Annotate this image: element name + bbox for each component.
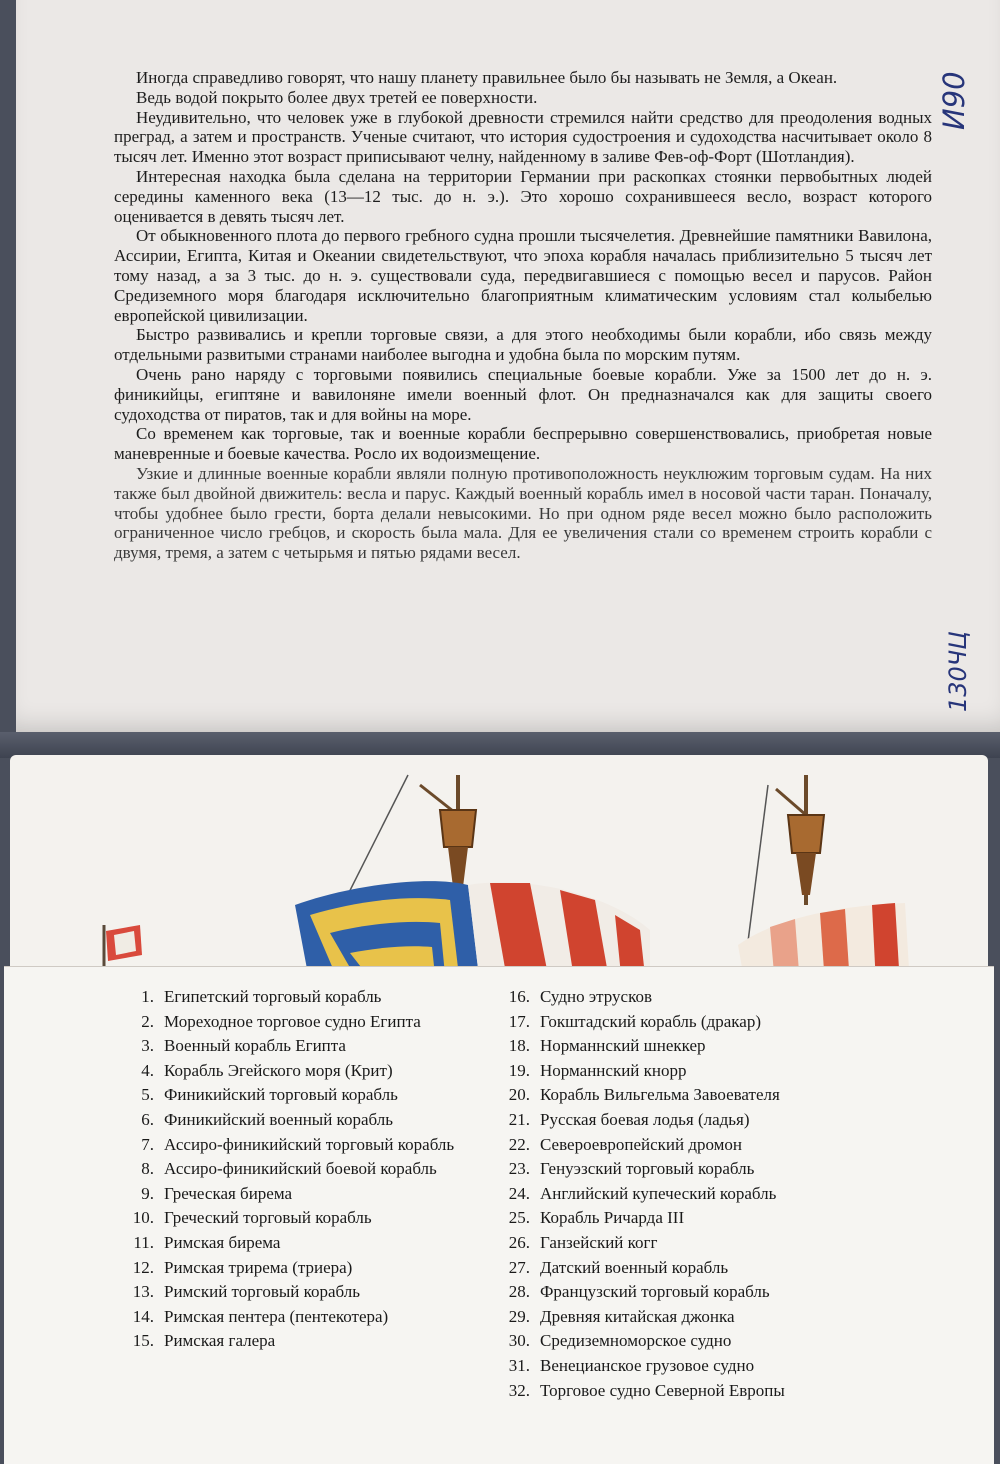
ship-list-item [502,1354,882,1379]
ship-list-item [126,1206,486,1231]
ship-list-name: Древняя китайская джонка [540,1306,735,1326]
ship-list-name: Торговое судно Северной Европы [540,1380,785,1400]
ship-list-name: Корабль Эгейского моря (Крит) [164,1060,393,1080]
ship-list-number: 13. [132,1282,154,1302]
ship-list-name: Греческий торговый корабль [164,1208,372,1228]
ship-list-item [126,1305,486,1330]
ship-list-number: 26. [508,1232,530,1252]
intro-paragraph: Очень рано наряду с торговыми появились специальные боевые корабли. Уже за 1500 лет до н. э. финикийцы, египтяне и вавилоняне имели военный флот. Он предназначался как для защиты своего судоходства от пиратов, так и для войны на море. [114,364,932,424]
intro-paragraph: Со временем как торговые, так и военные корабли беспрерывно совершенствовались, приобретая новые маневренные и боевые качества. Росло их водоизмещение. [114,424,932,464]
ship-list-item [126,1083,486,1108]
ship-list-item [126,1182,486,1207]
ship-list-item [502,1010,882,1035]
ship-list-item [126,1231,486,1256]
ship-list-name: Военный корабль Египта [164,1036,346,1056]
ship-list-number: 31. [508,1355,530,1375]
ship-list-number: 14. [132,1306,154,1326]
ship-list-name: Мореходное торговое судно Египта [164,1011,421,1031]
ship-list-item [502,1305,882,1330]
ship-list-name: Финикийский торговый корабль [164,1085,398,1105]
ship-list-number: 7. [141,1134,154,1154]
ship-list-name: Генуэзский торговый корабль [540,1159,755,1179]
ship-list-item [502,1059,882,1084]
intro-paragraph: Ведь водой покрыто более двух третей ее поверхности. [136,87,538,107]
ship-list-name: Римская пентера (пентекотера) [164,1306,389,1326]
ship-list-item [502,1083,882,1108]
ship-list-name: Русская боевая лодья (ладья) [540,1109,750,1129]
ship-list-item [502,985,882,1010]
intro-paragraph: Интересная находка была сделана на территории Германии при раскопках стоянки первобытных людей середины каменного века (13—12 тыс. до н. э.). Это хорошо сохранившееся весло, возраст которого оценивается в девять тысяч лет. [114,166,932,226]
ship-list-number: 2. [141,1011,154,1031]
ship-list-name: Ассиро-финикийский торговый корабль [164,1134,455,1154]
ship-list-number: 16. [508,987,530,1006]
ship-list-item [126,1280,486,1305]
ship-list-item [502,1329,882,1354]
ship-list-name: Английский купеческий корабль [540,1183,777,1203]
ship-list-item [126,1133,486,1158]
ship-list-item [502,1157,882,1182]
ship-list-number: 1. [141,987,154,1006]
ship-list-number: 3. [141,1036,154,1056]
ship-list-item [502,1133,882,1158]
ship-list-item [126,985,486,1010]
ship-list-number: 18. [508,1036,530,1056]
ship-list-item [502,1231,882,1256]
ship-list-name: Финикийский военный корабль [164,1109,393,1129]
ship-list-number: 9. [141,1183,154,1203]
ship-list-name: Корабль Вильгельма Завоевателя [540,1085,780,1105]
ship-list-sheet [4,966,994,1464]
ship-list-number: 11. [133,1232,154,1252]
ship-list-item [126,1329,486,1354]
ship-list-number: 28. [508,1282,530,1302]
ship-list-number: 4. [141,1060,154,1080]
ship-list-name: Греческая бирема [164,1183,293,1203]
ship-list-item [126,1108,486,1133]
ship-list-number: 6. [141,1109,154,1129]
ship-list-item [126,1034,486,1059]
ship-list-item [126,1059,486,1084]
ship-list-name: Французский торговый корабль [540,1282,770,1302]
ship-list-item [126,1010,486,1035]
ship-list-name: Североевропейский дромон [540,1134,743,1154]
ship-list-name: Норманнский кнорр [540,1060,687,1080]
ship-list-item [126,1256,486,1281]
ship-list-item [502,1379,882,1404]
ship-list-name: Ганзейский когг [540,1232,658,1252]
ship-list-number: 12. [132,1257,154,1277]
ship-list-number: 20. [508,1085,530,1105]
intro-paragraph: Неудивительно, что человек уже в глубокой древности стремился найти средство для преодоления водных преград, а затем и пространств. Ученые считают, что история судостроения и судоходства насчитывает около 8 тысяч лет. Именно этот возраст приписывают челну, найденному в заливе Фев-оф-Форт (Шотландия). [114,107,932,167]
illustration-card [10,755,988,985]
ship-list-name: Ассиро-финикийский боевой корабль [164,1159,437,1179]
ship-list-number: 19. [508,1060,530,1080]
ship-list-number: 10. [132,1208,154,1228]
handwritten-note-middle: 130ЧЦ [944,631,972,712]
ship-list-name: Судно этрусков [540,987,653,1006]
ship-list-name: Египетский торговый корабль [164,987,382,1006]
ship-list-name: Римская галера [164,1331,276,1351]
ship-list-number: 23. [508,1159,530,1179]
ship-list-name: Гокштадский корабль (дракар) [540,1011,761,1031]
ship-list-name: Римская бирема [164,1232,281,1252]
intro-paragraph: Быстро развивались и крепли торговые связи, а для этого необходимы были корабли, ибо связь между отдельными развитыми странами наиболее выгодна и удобна была по морским путям. [114,325,932,365]
ship-list-number: 32. [508,1380,530,1400]
ship-list-name: Средиземноморское судно [540,1331,732,1351]
ship-list-number: 24. [508,1183,530,1203]
ship-list-number: 17. [508,1011,530,1031]
ship-list-number: 25. [508,1208,530,1228]
ship-list-number: 15. [132,1331,154,1351]
ship-list-item [502,1256,882,1281]
ship-list-item [502,1206,882,1231]
ship-list-item [126,1157,486,1182]
ship-illustration [10,755,988,985]
ship-list-item [502,1108,882,1133]
ship-list-left [126,985,486,1354]
ship-list-number: 27. [508,1257,530,1277]
ship-list-name: Римский торговый корабль [164,1282,361,1302]
ship-list-name: Корабль Ричарда III [540,1208,685,1228]
handwritten-note-top: И90 [937,71,971,130]
intro-paragraph: От обыкновенного плота до первого гребного судна прошли тысячелетия. Древнейшие памятники Вавилона, Ассирии, Египта, Китая и Океании свидетельствуют, что эпоха корабля началась приблизительно 5 тысяч лет тому назад, а за 3 тыс. до н. э. существовали суда, передвигавшиеся с помощью весел и парусов. Район Средиземного моря благодаря исключительно благоприятным климатическим условиям стал колыбелью европейской цивилизации. [114,226,932,325]
ship-list-name: Венецианское грузовое судно [540,1355,755,1375]
ship-list-number: 21. [508,1109,530,1129]
leaflet-text-page [16,0,1000,732]
ship-list-number: 30. [508,1331,530,1351]
ship-list-name: Римская трирема (триера) [164,1257,353,1277]
ship-list-number: 5. [141,1085,154,1105]
ship-list-name: Датский военный корабль [540,1257,729,1277]
ship-list-item [502,1182,882,1207]
ship-list-item [502,1280,882,1305]
ship-list-number: 8. [141,1159,154,1179]
intro-paragraph: Узкие и длинные военные корабли являли полную противоположность неуклюжим торговым судам. На них также был двойной движитель: весла и парус. Каждый военный корабль имел в носовой части таран. Поначалу, чтобы удобнее было грести, борта делали невысокими. Но при одном ряде весел можно было расположить ограниченное число гребцов, и скорость была мала. Для ее увеличения стали со временем строить корабли с двумя, тремя, а затем с четырьмя и пятью рядами весел. [114,463,932,563]
ship-list-right [502,985,882,1403]
intro-paragraph: Иногда справедливо говорят, что нашу планету правильнее было бы называть не Земля, а Океан. [136,68,838,87]
ship-list-number: 29. [508,1306,530,1326]
ship-list-item [502,1034,882,1059]
ship-list-name: Норманнский шнеккер [540,1036,706,1056]
ship-list-number: 22. [508,1134,530,1154]
intro-text [114,68,932,563]
